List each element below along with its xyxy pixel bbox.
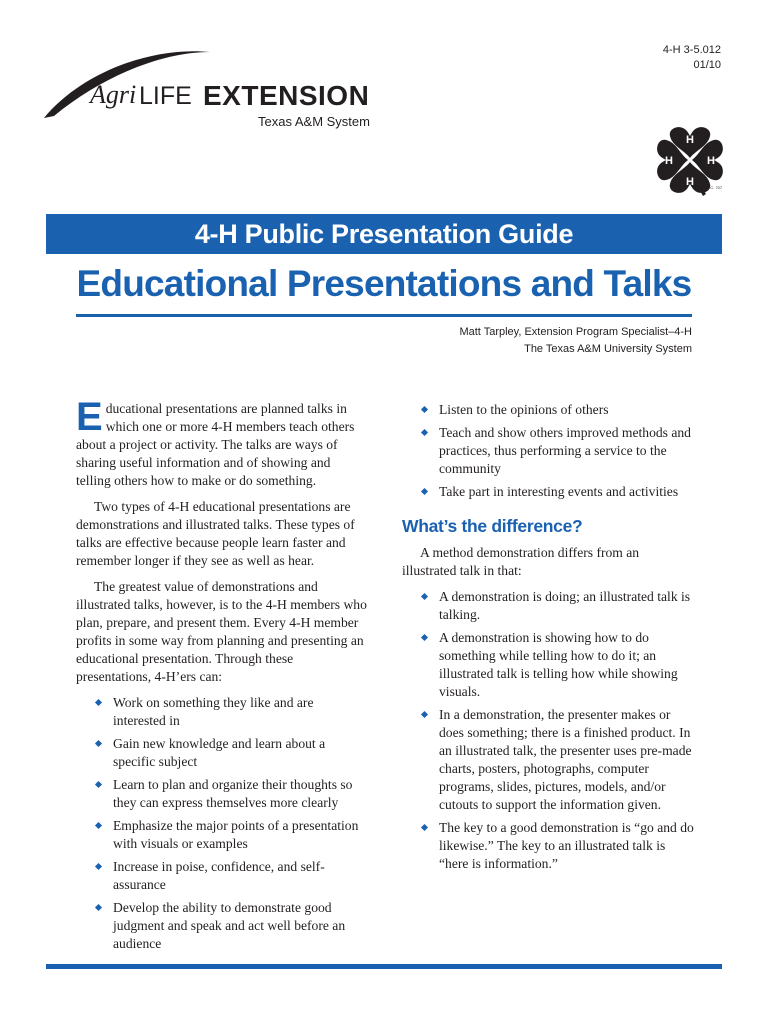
author-block — [459, 324, 692, 358]
diamond-bullet-icon — [421, 711, 428, 718]
list-item: Increase in poise, confidence, and self-assurance — [76, 858, 368, 894]
author-organization: The Texas A&M University System — [524, 343, 692, 355]
title-rule-divider — [76, 314, 692, 317]
diamond-bullet-icon — [95, 863, 102, 870]
author-name: Matt Tarpley, Extension Program Specialist–4-H — [459, 326, 692, 338]
document-meta — [663, 43, 721, 73]
intro-paragraph — [76, 395, 368, 490]
diamond-bullet-icon — [421, 429, 428, 436]
left-column — [76, 395, 368, 961]
diamond-bullet-icon — [95, 904, 102, 911]
section-heading: What’s the difference? — [402, 516, 583, 536]
drop-cap: E — [76, 395, 103, 439]
paragraph-types: Two types of 4-H educational presentations are demonstrations and illustrated talks. These types of talks are effective because people learn faster and remember longer if they see as well as hear. — [76, 499, 355, 568]
clover-trademark-text: 18 U.S.C. 707 — [697, 185, 723, 190]
list-item: A demonstration is doing; an illustrated talk is talking. — [402, 588, 694, 624]
list-item: Develop the ability to demonstrate good judgment and speak and act well before an audience — [76, 899, 368, 953]
diamond-bullet-icon — [95, 699, 102, 706]
diamond-bullet-icon — [421, 824, 428, 831]
list-item: A demonstration is showing how to do something while telling how to do it; an illustrated talk is telling how while showing visuals. — [402, 629, 694, 701]
bottom-rule-divider — [46, 964, 722, 969]
list-item: Work on something they like and are interested in — [76, 694, 368, 730]
logo-system-text: Texas A&M System — [258, 114, 370, 129]
logo-agri-text: Agri — [90, 80, 137, 109]
paragraph-value: The greatest value of demonstrations and illustrated talks, however, is to the 4-H members who plan, prepare, and present them. Every 4-H member profits in some way from planning and presenting an educational presentation. Through these presentations, 4-H’ers can: — [76, 579, 367, 684]
list-item: The key to a good demonstration is “go and do likewise.” The key to an illustrated talk is “here is information.” — [402, 819, 694, 873]
list-item: Listen to the opinions of others — [402, 401, 694, 419]
diamond-bullet-icon — [421, 488, 428, 495]
document-date: 01/10 — [693, 59, 721, 71]
diamond-bullet-icon — [95, 781, 102, 788]
document-number: 4-H 3-5.012 — [662, 44, 721, 56]
right-column — [402, 401, 694, 881]
difference-intro: A method demonstration differs from an illustrated talk in that: — [402, 545, 640, 578]
svg-text:H: H — [686, 134, 694, 146]
page-title: Educational Presentations and Talks — [76, 263, 692, 304]
diamond-bullet-icon — [421, 406, 428, 413]
svg-text:H: H — [665, 155, 673, 167]
agrilife-extension-logo — [40, 44, 380, 134]
list-item: Learn to plan and organize their thoughts so they can express themselves more clearly — [76, 776, 368, 812]
benefits-list — [76, 694, 368, 953]
series-title-band: 4-H Public Presentation Guide — [46, 214, 722, 254]
diamond-bullet-icon — [95, 740, 102, 747]
list-item: Emphasize the major points of a presentation with visuals or examples — [76, 817, 368, 853]
diamond-bullet-icon — [421, 634, 428, 641]
list-item: In a demonstration, the presenter makes or does something; there is a finished product. In an illustrated talk, the presenter uses pre-made charts, posters, photographs, computer programs, slides, pictures, models, and/or cutouts to support the information given. — [402, 706, 694, 814]
diamond-bullet-icon — [95, 822, 102, 829]
list-item: Teach and show others improved methods and practices, thus performing a service to the community — [402, 424, 694, 478]
svg-text:H: H — [707, 155, 715, 167]
difference-list — [402, 588, 694, 873]
list-item: Gain new knowledge and learn about a specific subject — [76, 735, 368, 771]
logo-extension-text: EXTENSION — [203, 80, 370, 111]
intro-text: ducational presentations are planned talks in which one or more 4-H members teach others about a project or activity. The talks are ways of sharing useful information and of showing and telling others how to make or do something. — [76, 401, 355, 488]
list-item: Take part in interesting events and activities — [402, 483, 694, 501]
benefits-list-continued — [402, 401, 694, 501]
diamond-bullet-icon — [421, 593, 428, 600]
logo-life-text: LIFE — [139, 82, 192, 110]
svg-text:H: H — [686, 176, 694, 188]
